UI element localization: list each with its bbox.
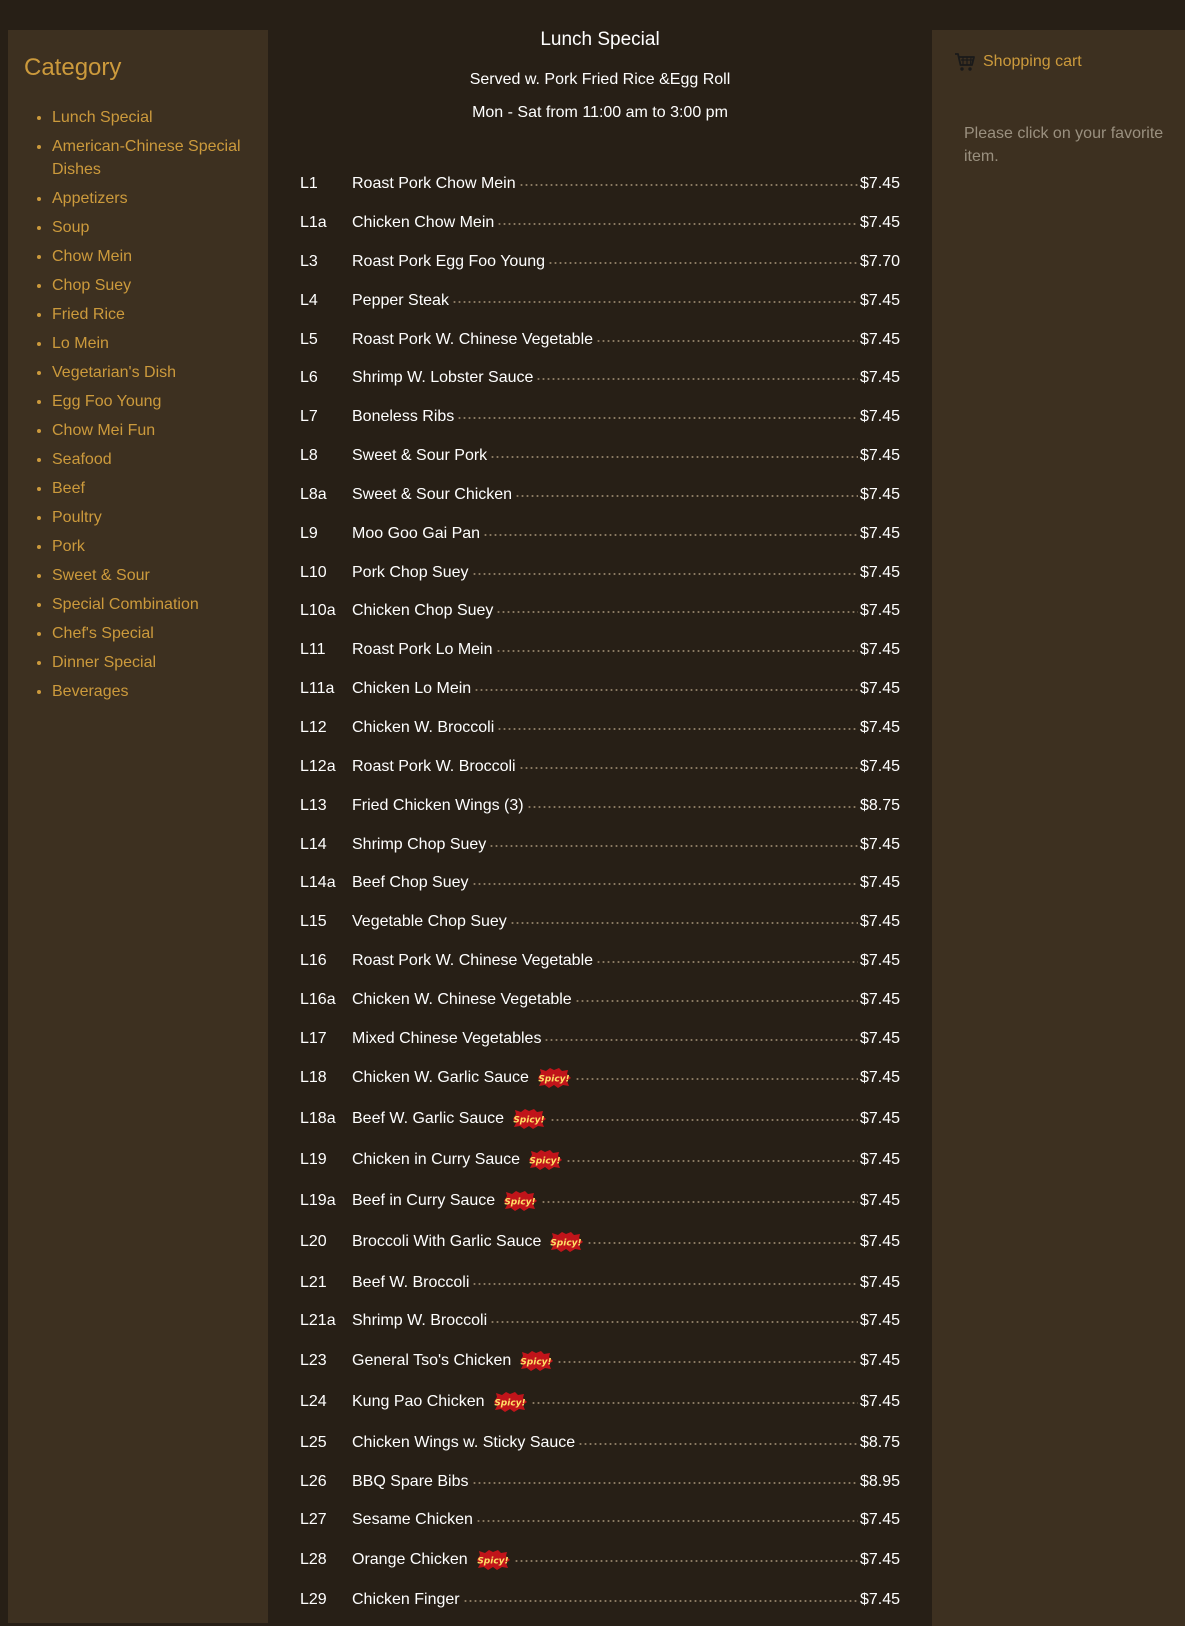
menu-item-name: Roast Pork Egg Foo Young xyxy=(352,253,546,270)
menu-item-row[interactable] xyxy=(300,327,900,353)
menu-item-price: $7.45 xyxy=(859,1110,900,1127)
category-item[interactable] xyxy=(52,593,268,616)
menu-item-price: $7.45 xyxy=(859,1030,900,1047)
dotted-leader xyxy=(515,495,858,497)
menu-item-row[interactable] xyxy=(300,1065,900,1091)
menu-item-row[interactable] xyxy=(300,249,900,275)
menu-item-row[interactable] xyxy=(300,987,900,1013)
category-item[interactable] xyxy=(52,106,268,129)
dotted-leader xyxy=(536,378,858,380)
menu-item-code: L10 xyxy=(300,564,327,581)
menu-item-price: $7.45 xyxy=(859,1511,900,1528)
menu-item-row[interactable] xyxy=(300,210,900,236)
menu-item-name: Pork Chop Suey xyxy=(352,564,469,581)
category-item-label: Chow Mei Fun xyxy=(52,422,156,439)
menu-item-code: L29 xyxy=(300,1591,327,1608)
menu-item-code: L26 xyxy=(300,1473,327,1490)
category-item-label: Fried Rice xyxy=(52,306,125,323)
spicy-badge-icon xyxy=(536,1068,572,1088)
dotted-leader xyxy=(472,573,858,575)
menu-item-name: Moo Goo Gai Pan xyxy=(352,525,481,542)
menu-item-price: $7.45 xyxy=(859,680,900,697)
menu-item-name: Roast Pork W. Chinese Vegetable xyxy=(352,952,594,969)
dotted-leader xyxy=(496,650,858,652)
dotted-leader xyxy=(519,184,858,186)
menu-item-code: L20 xyxy=(300,1233,327,1250)
category-item-label: Sweet & Sour xyxy=(52,567,150,584)
dotted-leader xyxy=(566,1160,858,1162)
menu-item-name: Orange Chicken xyxy=(352,1551,468,1568)
menu-item-code: L15 xyxy=(300,913,327,930)
menu-item-name: Roast Pork W. Chinese Vegetable xyxy=(352,331,594,348)
menu-subtitle: Served w. Pork Fried Rice &Egg Roll xyxy=(469,71,731,88)
spicy-badge-text: Spicy! xyxy=(529,1156,561,1167)
menu-hours: Mon - Sat from 11:00 am to 3:00 pm xyxy=(472,104,728,121)
menu-item-price: $7.45 xyxy=(859,175,900,192)
category-item[interactable] xyxy=(52,245,268,268)
menu-item-code: L13 xyxy=(300,797,327,814)
menu-item-price: $7.45 xyxy=(859,1192,900,1209)
category-item[interactable] xyxy=(52,135,268,181)
menu-item-price: $7.45 xyxy=(859,1151,900,1168)
menu-item-code: L9 xyxy=(300,525,318,542)
menu-item-code: L21a xyxy=(300,1312,336,1329)
menu-item-code: L12 xyxy=(300,719,327,736)
menu-item-code: L17 xyxy=(300,1030,327,1047)
menu-item-code: L16a xyxy=(300,991,336,1008)
menu-item-price: $7.45 xyxy=(859,1551,900,1568)
category-item[interactable] xyxy=(52,390,268,413)
shopping-cart-link[interactable] xyxy=(954,52,1082,72)
category-item-label: Chow Mein xyxy=(52,248,133,265)
spicy-badge-icon xyxy=(518,1351,554,1371)
dotted-leader xyxy=(596,961,858,963)
menu-item-code: L19a xyxy=(300,1192,336,1209)
category-item[interactable] xyxy=(52,622,268,645)
menu-item-row[interactable] xyxy=(300,521,900,547)
menu-item-price: $8.75 xyxy=(859,1434,900,1451)
category-item[interactable] xyxy=(52,303,268,326)
spicy-badge-text: Spicy! xyxy=(538,1074,570,1085)
category-sidebar xyxy=(8,30,268,1623)
menu-item-price: $7.45 xyxy=(859,408,900,425)
dotted-leader xyxy=(527,806,858,808)
category-item[interactable] xyxy=(52,564,268,587)
menu-item-price: $7.45 xyxy=(859,369,900,386)
menu-item-price: $7.45 xyxy=(859,1591,900,1608)
menu-item-name: Roast Pork W. Broccoli xyxy=(352,758,516,775)
menu-item-row[interactable] xyxy=(300,560,900,586)
category-item[interactable] xyxy=(52,419,268,442)
menu-item-name: Chicken Lo Mein xyxy=(352,680,472,697)
dotted-leader xyxy=(548,262,858,264)
spicy-badge-text: Spicy! xyxy=(513,1115,545,1126)
category-item[interactable] xyxy=(52,216,268,239)
menu-item-price: $8.95 xyxy=(859,1473,900,1490)
dotted-leader xyxy=(497,223,858,225)
dotted-leader xyxy=(474,689,858,691)
spicy-badge-text: Spicy! xyxy=(550,1238,583,1249)
menu-item-name: Chicken W. Broccoli xyxy=(352,719,495,736)
category-item-label: Pork xyxy=(52,538,85,555)
spicy-badge-text: Spicy! xyxy=(520,1357,552,1368)
dotted-leader xyxy=(578,1443,858,1445)
menu-item-price: $7.45 xyxy=(859,486,900,503)
dotted-leader xyxy=(463,1600,858,1602)
menu-item-price: $7.45 xyxy=(859,641,900,658)
menu-item-price: $7.45 xyxy=(859,1233,900,1250)
menu-item-name: Chicken W. Chinese Vegetable xyxy=(352,991,572,1008)
dotted-leader xyxy=(490,1321,858,1323)
menu-item-name: Boneless Ribs xyxy=(352,408,455,425)
cart-panel xyxy=(932,30,1185,1626)
menu-item-code: L1a xyxy=(300,214,327,231)
menu-item-price: $7.45 xyxy=(859,602,900,619)
dotted-leader xyxy=(575,1000,858,1002)
menu-item-row[interactable] xyxy=(300,1348,900,1374)
menu-item-price: $7.45 xyxy=(859,991,900,1008)
spicy-badge-icon xyxy=(511,1109,547,1129)
spicy-badge-text: Spicy! xyxy=(476,1556,509,1567)
menu-item-name: Chicken Chop Suey xyxy=(352,602,494,619)
menu-item-name: Broccoli With Garlic Sauce xyxy=(352,1233,542,1250)
menu-item-price: $7.45 xyxy=(859,1312,900,1329)
top-bar xyxy=(0,0,1185,30)
category-item-label: Lunch Special xyxy=(52,109,153,126)
dotted-leader xyxy=(476,1520,858,1522)
menu-item-name: Mixed Chinese Vegetables xyxy=(352,1030,542,1047)
menu-item-row[interactable] xyxy=(300,1547,900,1573)
category-item-label: Dinner Special xyxy=(52,654,157,671)
menu-item-code: L1 xyxy=(300,175,318,192)
spicy-badge-text: Spicy! xyxy=(493,1398,526,1409)
category-item-label: Soup xyxy=(52,219,90,236)
menu-item-row[interactable] xyxy=(300,754,900,780)
menu-item-row[interactable] xyxy=(300,1147,900,1173)
menu-item-code: L11 xyxy=(300,641,326,658)
menu-item-code: L21 xyxy=(300,1274,327,1291)
dotted-leader xyxy=(472,883,858,885)
menu-item-name: Chicken W. Garlic Sauce xyxy=(352,1069,529,1086)
dotted-leader xyxy=(457,417,858,419)
spicy-badge-icon xyxy=(527,1150,563,1170)
menu-item-name: Beef Chop Suey xyxy=(352,874,469,891)
menu-item-name: Sesame Chicken xyxy=(352,1511,473,1528)
spicy-badge-text: Spicy! xyxy=(504,1197,536,1208)
menu-item-row[interactable] xyxy=(300,482,900,508)
spicy-badge-icon xyxy=(475,1550,511,1570)
category-item-label: Lo Mein xyxy=(52,335,109,352)
menu-item-name: Shrimp W. Lobster Sauce xyxy=(352,369,534,386)
menu-item-name: Vegetable Chop Suey xyxy=(352,913,507,930)
category-item[interactable] xyxy=(52,187,268,210)
dotted-leader xyxy=(510,922,858,924)
category-item[interactable] xyxy=(52,651,268,674)
category-item[interactable] xyxy=(52,361,268,384)
menu-item-row[interactable] xyxy=(300,948,900,974)
dotted-leader xyxy=(483,534,858,536)
dotted-leader xyxy=(557,1361,858,1363)
menu-item-row[interactable] xyxy=(300,1106,900,1132)
category-item-label: Vegetarian's Dish xyxy=(52,364,177,381)
menu-item-row[interactable] xyxy=(300,1507,900,1533)
menu-item-price: $7.45 xyxy=(859,836,900,853)
category-item[interactable] xyxy=(52,477,268,500)
menu-item-row[interactable] xyxy=(300,1469,900,1495)
menu-item-code: L18a xyxy=(300,1110,336,1127)
dotted-leader xyxy=(497,728,858,730)
category-item[interactable] xyxy=(52,506,268,529)
menu-item-code: L18 xyxy=(300,1069,327,1086)
menu-item-row[interactable] xyxy=(300,1308,900,1334)
menu-item-code: L19 xyxy=(300,1151,327,1168)
cart-hint-text: Please click on your favorite item. xyxy=(964,125,1164,165)
menu-item-price: $7.45 xyxy=(859,1393,900,1410)
menu-item-price: $7.45 xyxy=(859,331,900,348)
menu-item-price: $7.45 xyxy=(859,719,900,736)
menu-item-code: L10a xyxy=(300,602,336,619)
menu-item-row[interactable] xyxy=(300,1270,900,1296)
dotted-leader xyxy=(452,301,858,303)
menu-item-row[interactable] xyxy=(300,288,900,314)
menu-item-code: L5 xyxy=(300,331,318,348)
menu-item-row[interactable] xyxy=(300,1389,900,1415)
category-item[interactable] xyxy=(52,332,268,355)
menu-item-price: $7.45 xyxy=(859,758,900,775)
menu-item-row[interactable] xyxy=(300,1229,900,1255)
spicy-badge-icon xyxy=(548,1232,584,1252)
category-item-label: Beverages xyxy=(52,683,129,700)
menu-item-code: L23 xyxy=(300,1352,327,1369)
category-item-label: Seafood xyxy=(52,451,112,468)
menu-item-code: L7 xyxy=(300,408,318,425)
menu-item-code: L25 xyxy=(300,1434,327,1451)
menu-item-price: $7.45 xyxy=(859,913,900,930)
category-item[interactable] xyxy=(52,680,268,703)
menu-item-row[interactable] xyxy=(300,793,900,819)
menu-item-row[interactable] xyxy=(300,443,900,469)
menu-item-row[interactable] xyxy=(300,598,900,624)
menu-item-price: $7.45 xyxy=(859,525,900,542)
menu-item-code: L8 xyxy=(300,447,318,464)
dotted-leader xyxy=(596,340,858,342)
category-title: Category xyxy=(24,54,122,81)
menu-item-code: L14 xyxy=(300,836,327,853)
menu-item-code: L28 xyxy=(300,1551,327,1568)
menu-item-name: Sweet & Sour Chicken xyxy=(352,486,513,503)
menu-item-name: BBQ Spare Bibs xyxy=(352,1473,469,1490)
menu-item-row[interactable] xyxy=(300,715,900,741)
dotted-leader xyxy=(575,1078,858,1080)
category-item-label: Beef xyxy=(52,480,85,497)
dotted-leader xyxy=(587,1242,858,1244)
category-item-label: Appetizers xyxy=(52,190,128,207)
menu-item-name: Beef in Curry Sauce xyxy=(352,1192,496,1209)
menu-item-code: L6 xyxy=(300,369,318,386)
menu-item-code: L4 xyxy=(300,292,318,309)
dotted-leader xyxy=(514,1560,858,1562)
category-item-label: Chop Suey xyxy=(52,277,132,294)
dotted-leader xyxy=(550,1119,858,1121)
menu-item-row[interactable] xyxy=(300,870,900,896)
menu-item-code: L16 xyxy=(300,952,327,969)
category-item-label: Poultry xyxy=(52,509,102,526)
menu-item-code: L27 xyxy=(300,1511,327,1528)
shopping-cart-icon xyxy=(954,52,976,72)
menu-item-row[interactable] xyxy=(300,1188,900,1214)
menu-item-name: Chicken Wings w. Sticky Sauce xyxy=(352,1434,576,1451)
dotted-leader xyxy=(519,767,858,769)
menu-item-name: Shrimp Chop Suey xyxy=(352,836,487,853)
menu-item-row[interactable] xyxy=(300,637,900,663)
menu-item-name: Chicken Chow Mein xyxy=(352,214,495,231)
menu-item-row[interactable] xyxy=(300,1587,900,1613)
menu-item-code: L8a xyxy=(300,486,327,503)
category-item[interactable] xyxy=(52,448,268,471)
dotted-leader xyxy=(472,1482,858,1484)
category-item[interactable] xyxy=(52,535,268,558)
menu-item-row[interactable] xyxy=(300,171,900,197)
menu-item-name: Roast Pork Chow Mein xyxy=(352,175,516,192)
menu-item-price: $7.45 xyxy=(859,292,900,309)
category-item-label: Special Combination xyxy=(52,596,199,613)
category-item-label: Egg Foo Young xyxy=(52,393,162,410)
menu-item-price: $8.75 xyxy=(859,797,900,814)
menu-item-code: L24 xyxy=(300,1393,327,1410)
menu-item-price: $7.45 xyxy=(859,214,900,231)
menu-item-row[interactable] xyxy=(300,909,900,935)
menu-item-code: L14a xyxy=(300,874,336,891)
dotted-leader xyxy=(544,1039,858,1041)
spicy-badge-icon xyxy=(502,1191,538,1211)
menu-item-price: $7.45 xyxy=(859,874,900,891)
dotted-leader xyxy=(490,456,858,458)
menu-item-price: $7.45 xyxy=(859,447,900,464)
dotted-leader xyxy=(489,845,858,847)
menu-item-name: Kung Pao Chicken xyxy=(352,1393,485,1410)
menu-item-name: Chicken in Curry Sauce xyxy=(352,1151,521,1168)
menu-item-row[interactable] xyxy=(300,404,900,430)
menu-item-row[interactable] xyxy=(300,832,900,858)
menu-item-name: Pepper Steak xyxy=(352,292,449,309)
menu-item-row[interactable] xyxy=(300,1430,900,1456)
dotted-leader xyxy=(541,1201,858,1203)
menu-item-row[interactable] xyxy=(300,365,900,391)
menu-item-name: Beef W. Garlic Sauce xyxy=(352,1110,505,1127)
menu-item-name: Sweet & Sour Pork xyxy=(352,447,488,464)
page-title: Lunch Special xyxy=(540,29,660,50)
category-item-label: Chef's Special xyxy=(52,625,154,642)
spicy-badge-icon xyxy=(492,1392,528,1412)
menu-item-price: $7.45 xyxy=(859,1274,900,1291)
category-list xyxy=(8,106,268,709)
menu-item-code: L11a xyxy=(300,680,335,697)
menu-item-name: Shrimp W. Broccoli xyxy=(352,1312,488,1329)
menu-item-row[interactable] xyxy=(300,676,900,702)
menu-item-row[interactable] xyxy=(300,1026,900,1052)
menu-item-price: $7.45 xyxy=(859,564,900,581)
dotted-leader xyxy=(472,1283,858,1285)
menu-item-name: Chicken Finger xyxy=(352,1591,460,1608)
menu-main xyxy=(268,30,932,1626)
menu-item-name: Beef W. Broccoli xyxy=(352,1274,470,1291)
category-item[interactable] xyxy=(52,274,268,297)
shopping-cart-label: Shopping cart xyxy=(983,53,1082,70)
menu-item-price: $7.45 xyxy=(859,952,900,969)
menu-item-name: General Tso's Chicken xyxy=(352,1352,512,1369)
menu-item-code: L12a xyxy=(300,758,336,775)
dotted-leader xyxy=(531,1402,858,1404)
menu-item-price: $7.45 xyxy=(859,1352,900,1369)
menu-item-price: $7.45 xyxy=(859,1069,900,1086)
category-item-label: American-Chinese Special Dishes xyxy=(52,138,241,178)
menu-item-code: L3 xyxy=(300,253,318,270)
dotted-leader xyxy=(496,611,858,613)
menu-item-name: Fried Chicken Wings (3) xyxy=(352,797,524,814)
menu-item-price: $7.70 xyxy=(859,253,900,270)
menu-item-name: Roast Pork Lo Mein xyxy=(352,641,493,658)
